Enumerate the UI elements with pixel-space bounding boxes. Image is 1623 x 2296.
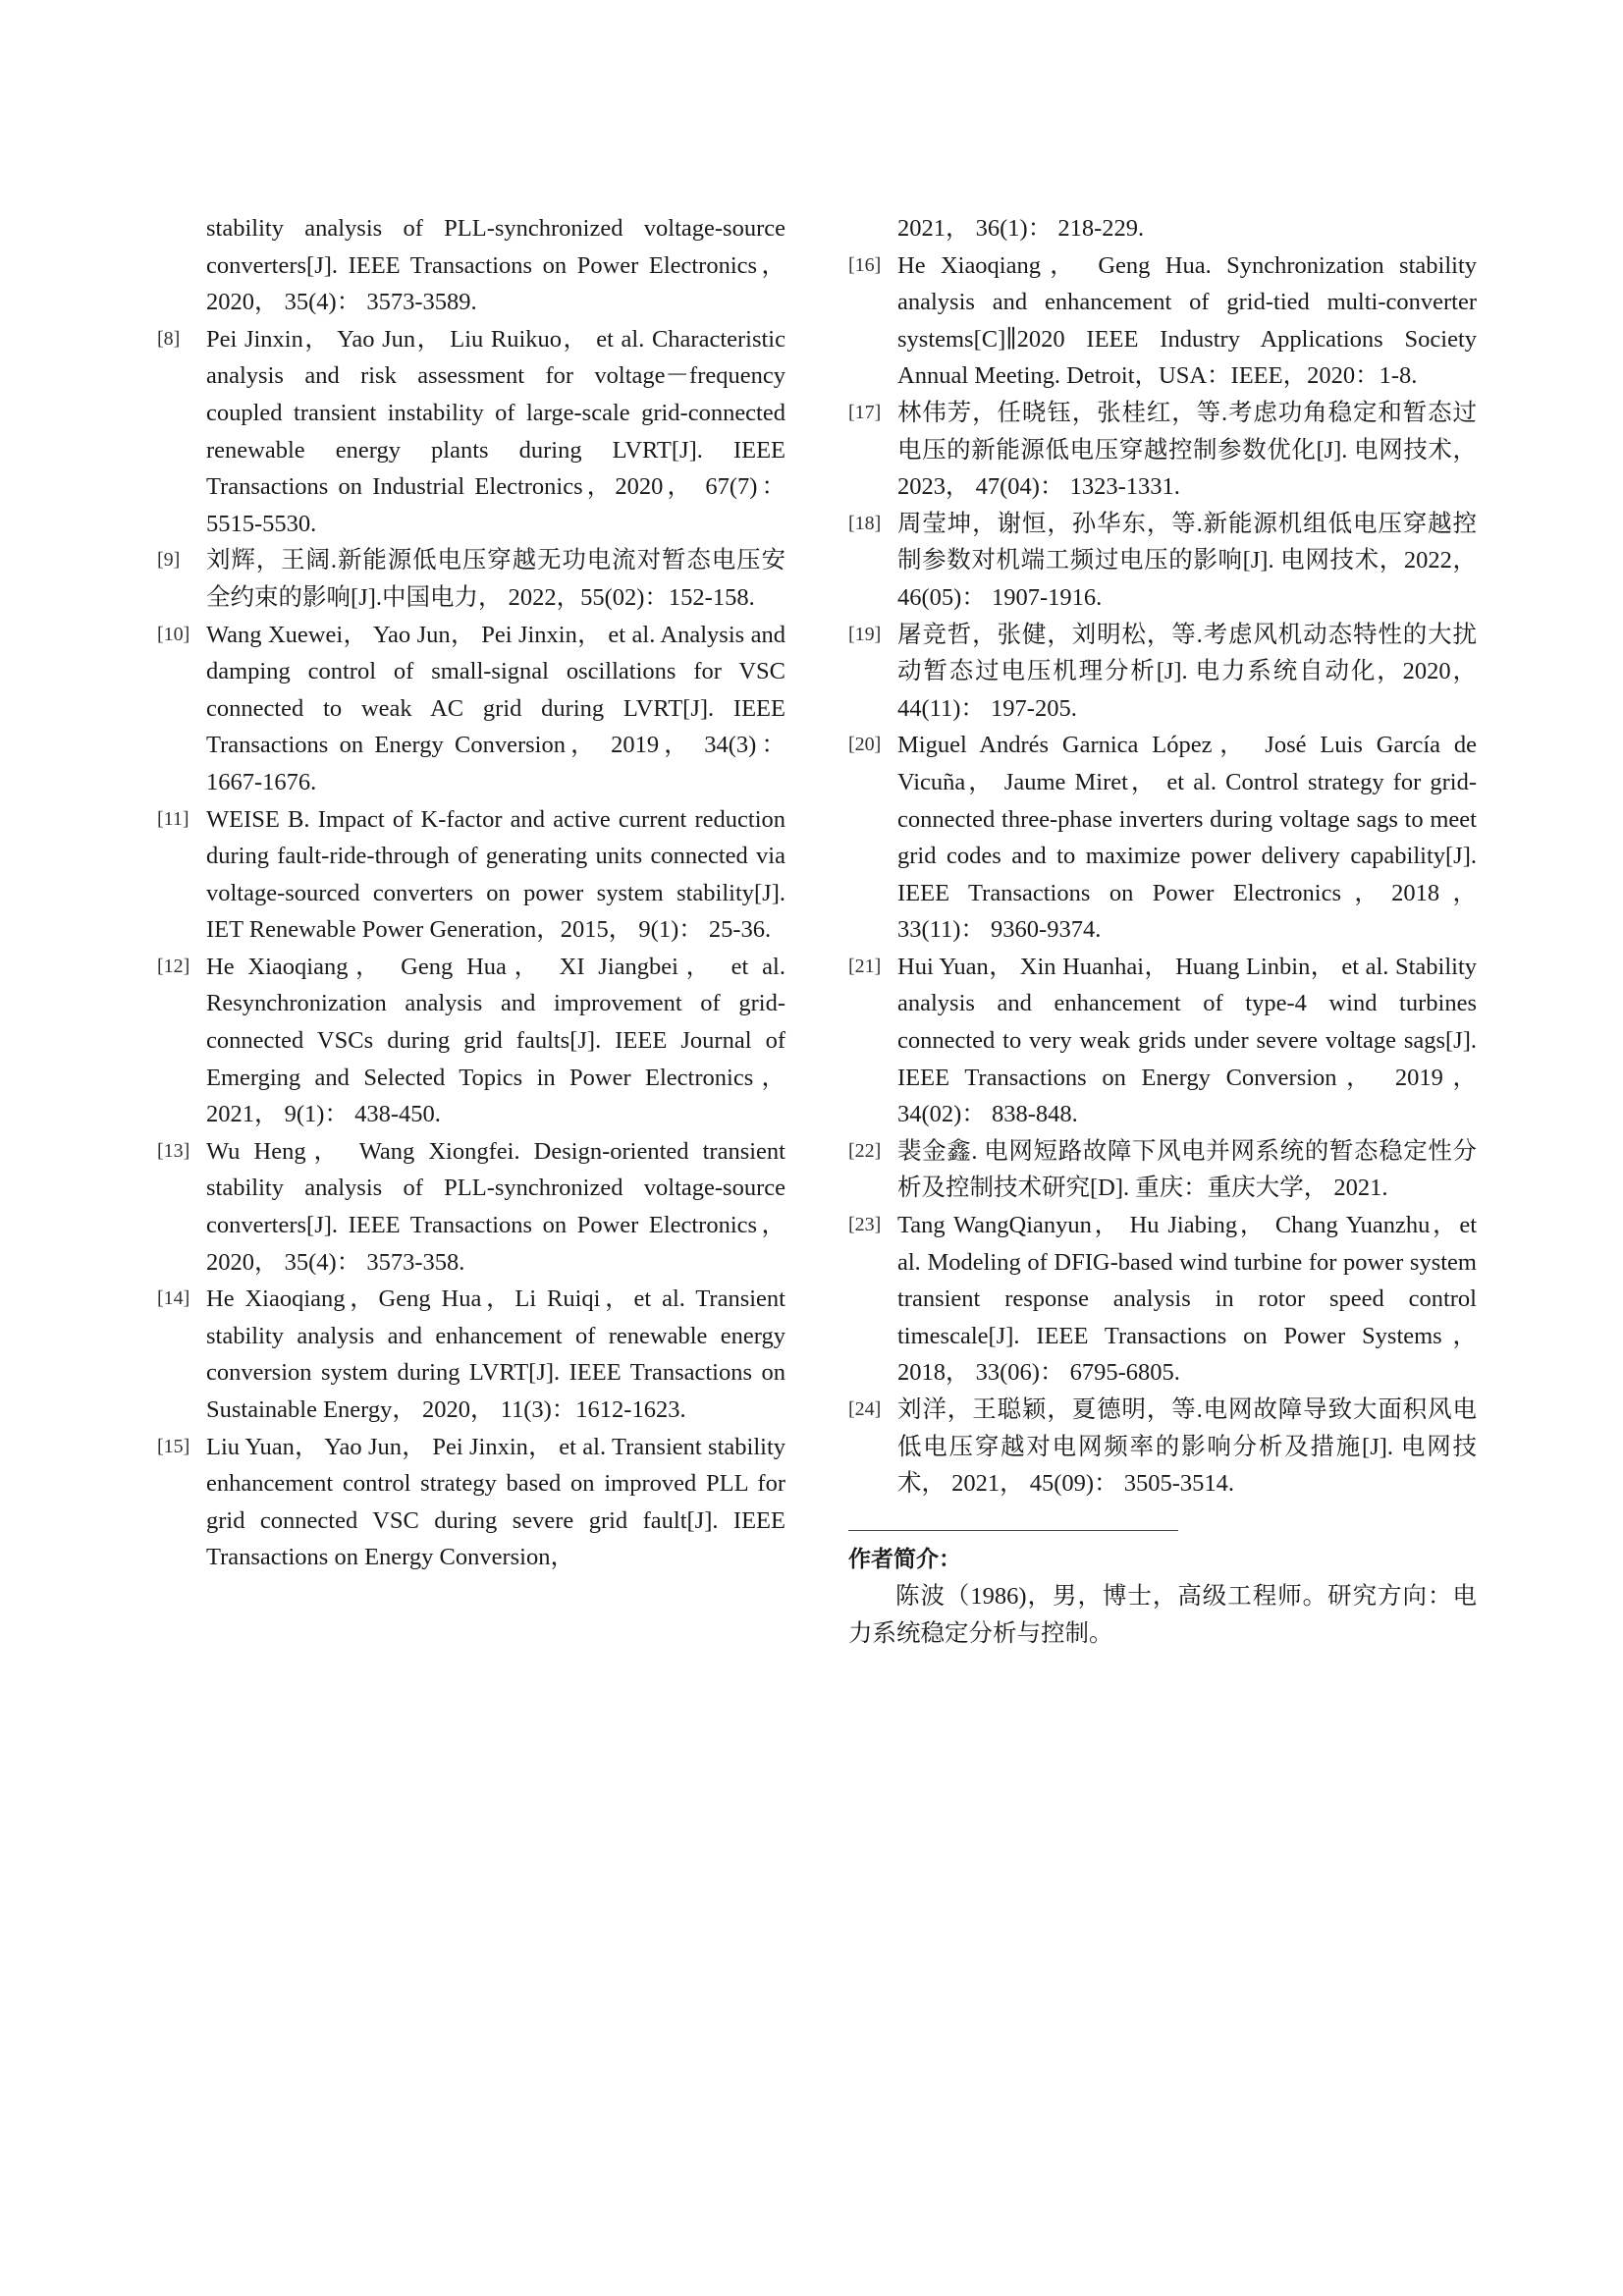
reference-text: Miguel Andrés Garnica López， José Luis García de Vicuña， Jaume Miret， et al. Control strategy for grid-connected three-phase inverters during voltage sags to meet grid codes and to maximize power delivery capability[J]. IEEE Transactions on Power Electronics，2018， 33(11)： 9360-9374. [897, 732, 1477, 944]
reference-text: 2021， 36(1)： 218-229. [897, 215, 1145, 242]
reference-number: [17] [848, 401, 882, 423]
reference-entry [157, 210, 785, 321]
reference-number: [21] [848, 955, 882, 977]
reference-text: 周莹坤，谢恒，孙华东，等.新能源机组低电压穿越控制参数对机端工频过电压的影响[J]. 电网技术，2022， 46(05)： 1907-1916. [897, 510, 1477, 611]
reference-column-right [848, 210, 1477, 1653]
reference-entry [848, 247, 1477, 395]
reference-text: 刘辉，王阔.新能源低电压穿越无功电流对暂态电压安全约束的影响[J].中国电力， 2022，55(02)：152-158. [206, 547, 785, 611]
reference-number: [10] [157, 623, 190, 645]
reference-number: [20] [848, 734, 882, 756]
reference-entry [157, 949, 785, 1133]
reference-text: Hui Yuan， Xin Huanhai， Huang Linbin， et al. Stability analysis and enhancement of type-4 wind turbines connected to very weak grids under severe voltage sags[J]. IEEE Transactions on Energy Conversion， 2019， 34(02)： 838-848. [897, 953, 1477, 1128]
reference-number: [8] [157, 327, 181, 350]
reference-entry [157, 801, 785, 949]
reference-entry [157, 542, 785, 616]
reference-number: [18] [848, 512, 882, 534]
reference-text: Wu Heng， Wang Xiongfei. Design-oriented transient stability analysis of PLL-synchronized voltage-source converters[J]. IEEE Transactions on Power Electronics，2020， 35(4)： 3573-358. [206, 1137, 785, 1276]
reference-number: [9] [157, 549, 181, 572]
reference-text: 刘洋，王聪颖，夏德明，等.电网故障导致大面积风电低电压穿越对电网频率的影响分析及措施[J]. 电网技术， 2021， 45(09)： 3505-3514. [897, 1396, 1477, 1498]
reference-entry [848, 210, 1477, 247]
reference-entry [157, 1281, 785, 1428]
reference-text: Liu Yuan， Yao Jun， Pei Jinxin， et al. Transient stability enhancement control strategy based on improved PLL for grid connected VSC during severe grid fault[J]. IEEE Transactions on Energy Conversion， [206, 1433, 785, 1571]
reference-entry [848, 1133, 1477, 1207]
reference-text: He Xiaoqiang， Geng Hua， XI Jiangbei， et al. Resynchronization analysis and improvement of grid-connected VSCs during grid faults[J]. IEEE Journal of Emerging and Selected Topics in Power Electronics， 2021， 9(1)： 438-450. [206, 953, 785, 1128]
reference-number: [19] [848, 623, 882, 645]
reference-text: He Xiaoqiang，Geng Hua，Li Ruiqi，et al. Transient stability analysis and enhancement of renewable energy conversion system during LVRT[J]. IEEE Transactions on Sustainable Energy， 2020， 11(3)：1612-1623. [206, 1285, 785, 1423]
reference-entry [157, 1429, 785, 1576]
reference-number: [14] [157, 1287, 190, 1310]
reference-text: 屠竞哲，张健，刘明松，等.考虑风机动态特性的大扰动暂态过电压机理分析[J]. 电力系统自动化，2020，44(11)： 197-205. [897, 621, 1477, 722]
reference-number: [15] [157, 1435, 190, 1457]
author-bio-divider [848, 1530, 1178, 1531]
reference-number: [13] [157, 1139, 190, 1162]
reference-text: stability analysis of PLL-synchronized voltage-source converters[J]. IEEE Transactions on Power Electronics，2020， 35(4)： 3573-3589. [206, 215, 785, 316]
reference-entry [157, 321, 785, 543]
reference-text: He Xiaoqiang， Geng Hua. Synchronization stability analysis and enhancement of grid-tied multi-converter systems[C]∥2020 IEEE Industry Applications Society Annual Meeting. Detroit，USA：IEEE，2020：1-8. [897, 251, 1477, 390]
author-bio-text: 陈波（1986)，男，博士，高级工程师。研究方向：电力系统稳定分析与控制。 [848, 1582, 1477, 1647]
reference-entry [848, 1392, 1477, 1503]
reference-text: 林伟芳，任晓钰，张桂红，等.考虑功角稳定和暂态过电压的新能源低电压穿越控制参数优化[J]. 电网技术， 2023， 47(04)： 1323-1331. [897, 399, 1477, 501]
reference-entry [848, 506, 1477, 617]
reference-number: [12] [157, 955, 190, 977]
author-bio-heading: 作者简介： [848, 1546, 961, 1572]
reference-number: [16] [848, 253, 882, 276]
reference-text: Tang WangQianyun， Hu Jiabing， Chang Yuanzhu，et al. Modeling of DFIG-based wind turbine for power system transient response analysis in rotor speed control timescale[J]. IEEE Transactions on Power Systems， 2018， 33(06)： 6795-6805. [897, 1212, 1477, 1387]
reference-text: Pei Jinxin， Yao Jun， Liu Ruikuo， et al. Characteristic analysis and risk assessment for voltage－frequency coupled transient instability of large-scale grid-connected renewable energy plants during LVRT[J]. IEEE Transactions on Industrial Electronics，2020， 67(7)： 5515-5530. [206, 325, 785, 537]
reference-number: [11] [157, 807, 189, 830]
reference-column-left [157, 210, 785, 1576]
reference-text: 裴金鑫. 电网短路故障下风电并网系统的暂态稳定性分析及控制技术研究[D]. 重庆：重庆大学， 2021. [897, 1137, 1477, 1202]
reference-text: Wang Xuewei， Yao Jun， Pei Jinxin， et al. Analysis and damping control of small-signal oscillations for VSC connected to weak AC grid during LVRT[J]. IEEE Transactions on Energy Conversion， 2019， 34(3)：1667-1676. [206, 621, 785, 795]
reference-entry [848, 949, 1477, 1133]
reference-number: [22] [848, 1139, 882, 1162]
reference-entry [157, 1133, 785, 1281]
reference-entry [848, 727, 1477, 949]
reference-entry [848, 1207, 1477, 1392]
reference-text: WEISE B. Impact of K-factor and active current reduction during fault-ride-through of generating units connected via voltage-sourced converters on power system stability[J]. IET Renewable Power Generation，2015， 9(1)： 25-36. [206, 805, 785, 944]
reference-entry [157, 617, 785, 801]
reference-entry [848, 395, 1477, 506]
reference-entry [848, 617, 1477, 728]
reference-number: [24] [848, 1398, 882, 1420]
reference-number: [23] [848, 1214, 882, 1236]
